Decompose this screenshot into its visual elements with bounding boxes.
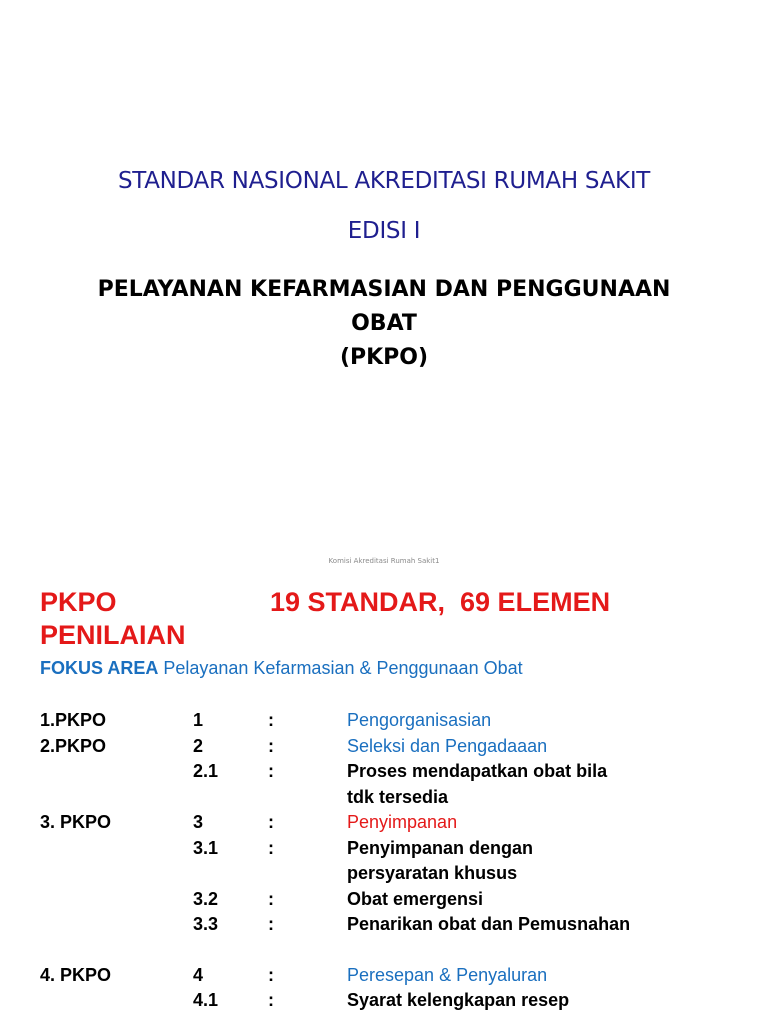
standard-number: 3.3 bbox=[193, 914, 219, 934]
separator: : bbox=[268, 965, 274, 985]
focus-label: FOKUS AREA bbox=[40, 658, 159, 678]
standard-row bbox=[0, 787, 768, 813]
chapter-title-line1: PELAYANAN KEFARMASIAN DAN PENGGUNAAN bbox=[97, 277, 671, 302]
standard-title: Penyimpanan dengan bbox=[347, 838, 534, 858]
standard-number: 2.1 bbox=[193, 761, 219, 781]
standard-title: Syarat kelengkapan resep bbox=[347, 990, 570, 1010]
standard-number: 3.2 bbox=[193, 889, 219, 909]
separator: : bbox=[268, 761, 274, 781]
standard-row bbox=[0, 838, 768, 864]
overview-heading bbox=[40, 586, 740, 652]
standard-title: persyaratan khusus bbox=[347, 863, 518, 883]
standard-number: 1 bbox=[193, 710, 204, 730]
standard-row bbox=[0, 710, 768, 736]
separator: : bbox=[268, 990, 274, 1010]
slide-overview bbox=[0, 580, 768, 1024]
standard-code: 1.PKPO bbox=[40, 710, 107, 730]
standard-code: 2.PKPO bbox=[40, 736, 107, 756]
slide-footer: Komisi Akreditasi Rumah Sakit1 bbox=[328, 557, 440, 565]
edition-title: EDISI I bbox=[347, 218, 421, 244]
standard-code: 3. PKPO bbox=[40, 812, 112, 832]
standard-row bbox=[0, 863, 768, 889]
standard-number: 4.1 bbox=[193, 990, 219, 1010]
standard-title: Peresepan & Penyaluran bbox=[347, 965, 548, 985]
standard-title: Obat emergensi bbox=[347, 889, 484, 909]
standard-number: 3.1 bbox=[193, 838, 219, 858]
heading-pkpo: PKPO bbox=[40, 587, 117, 617]
separator: : bbox=[268, 889, 274, 909]
standard-title: tdk tersedia bbox=[347, 787, 449, 807]
standard-row bbox=[0, 914, 768, 940]
heading-line2: PENILAIAN bbox=[40, 620, 186, 650]
standard-row bbox=[0, 889, 768, 915]
standard-code: 4. PKPO bbox=[40, 965, 112, 985]
separator: : bbox=[268, 812, 274, 832]
standard-title: Seleksi dan Pengadaaan bbox=[347, 736, 548, 756]
standard-number: 4 bbox=[193, 965, 204, 985]
standard-title: Pengorganisasian bbox=[347, 710, 492, 730]
focus-text: Pelayanan Kefarmasian & Penggunaan Obat bbox=[158, 658, 523, 678]
standard-row bbox=[0, 965, 768, 991]
standard-title: Penarikan obat dan Pemusnahan bbox=[347, 914, 631, 934]
standard-title: STANDAR NASIONAL AKREDITASI RUMAH SAKIT bbox=[117, 168, 651, 194]
standard-row bbox=[0, 736, 768, 762]
standard-title: Penyimpanan bbox=[347, 812, 458, 832]
separator: : bbox=[268, 710, 274, 730]
separator: : bbox=[268, 914, 274, 934]
standard-title: Proses mendapatkan obat bila bbox=[347, 761, 608, 781]
standard-number: 3 bbox=[193, 812, 204, 832]
standard-row bbox=[0, 990, 768, 1016]
standard-row bbox=[0, 761, 768, 787]
chapter-abbrev: (PKPO) bbox=[339, 345, 429, 370]
standard-number: 2 bbox=[193, 736, 204, 756]
separator: : bbox=[268, 736, 274, 756]
standard-row bbox=[0, 812, 768, 838]
chapter-title-line2: OBAT bbox=[351, 311, 417, 336]
focus-area bbox=[40, 658, 523, 679]
separator: : bbox=[268, 838, 274, 858]
heading-standard-count: 19 STANDAR, 69 ELEMEN bbox=[270, 587, 611, 617]
